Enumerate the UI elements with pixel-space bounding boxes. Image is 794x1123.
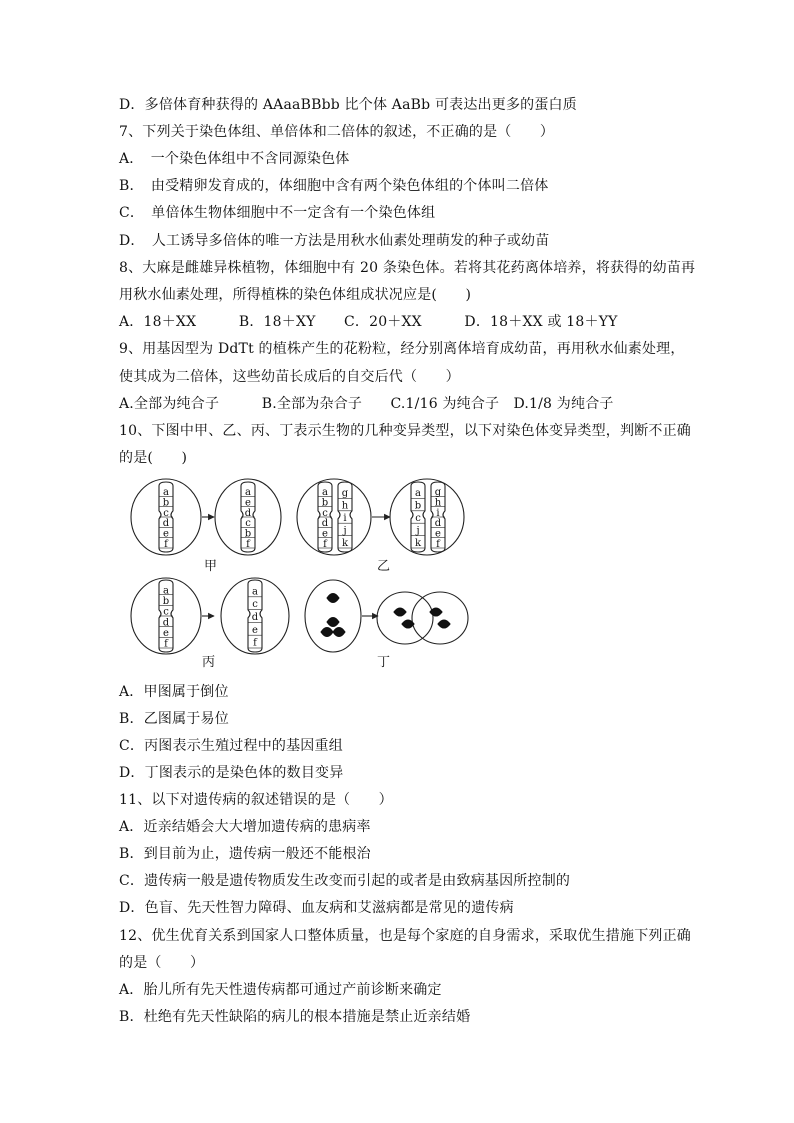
yi-cell-before: [297, 479, 371, 555]
q10-stem-line2: 的是( ): [119, 450, 188, 466]
yi-chromosome-b-after-gene-g: g: [434, 487, 442, 499]
q10-option-a: A．甲图属于倒位: [119, 684, 229, 700]
q8-options: A．18＋XX B．18＋XY C．20＋XX D．18＋XX 或 18＋YY: [119, 314, 618, 330]
q10-option-d: D．丁图表示的是染色体的数目变异: [119, 765, 344, 781]
yi-chromosome-b-after-gene-h: h: [434, 497, 442, 509]
q7-option-b: B． 由受精卵发育成的，体细胞中含有两个染色体组的个体叫二倍体: [119, 178, 549, 194]
jia-chromosome-after-gene-b: b: [244, 528, 252, 540]
q7-option-d: D． 人工诱导多倍体的唯一方法是用秋水仙素处理萌发的种子或幼苗: [119, 233, 550, 249]
bing-chromosome-before-gene-e: e: [163, 628, 169, 639]
ding-daughter-cell-right: [412, 592, 468, 644]
q9-stem-line2: 使其成为二倍体，这些幼苗长成后的自交后代（ ）: [119, 369, 460, 385]
yi-chromosome-a-before-gene-e: e: [322, 528, 328, 540]
yi-chromosome-a-after-gene-c: c: [415, 513, 421, 524]
q10-option-c: C．丙图表示生殖过程中的基因重组: [119, 738, 343, 754]
ding-daughter-chromosome-3: [438, 620, 450, 628]
q12-option-b: B．杜绝有先天性缺陷的病儿的根本措施是禁止近亲结婚: [119, 1009, 471, 1025]
bing-chromosome-after-gene-d: d: [251, 612, 259, 623]
yi-chromosome-b-after-gene-i: i: [436, 507, 440, 519]
bing-chromosome-after-gene-c: c: [252, 599, 258, 611]
yi-chromosome-a-before-gene-b: b: [321, 497, 329, 509]
yi-chromosome-a-before-gene-d: d: [321, 518, 329, 530]
jia-chromosome-before-gene-f: f: [164, 538, 168, 550]
q10-option-b: B．乙图属于易位: [119, 711, 229, 727]
bing-chromosome-before-gene-b: b: [162, 596, 170, 607]
yi-chromosome-a-after-gene-a: a: [415, 488, 421, 500]
yi-chromosome-a-after-gene-k: k: [414, 537, 422, 549]
yi-chromosome-b-before-gene-g: g: [341, 488, 349, 500]
figure-label-yi: 乙: [377, 559, 391, 574]
q11-option-b: B．到目前为止，遗传病一般还不能根治: [119, 846, 371, 862]
q9-options: A.全部为纯合子 B.全部为杂合子 C.1/16 为纯合子 D.1/8 为纯合子: [119, 396, 614, 412]
figure-label-bing: 丙: [202, 655, 216, 670]
jia-chromosome-after-gene-d: d: [244, 507, 252, 519]
jia-chromosome-before-gene-e: e: [163, 528, 169, 540]
jia-chromosome-after-gene-c: c: [245, 518, 251, 530]
yi-chromosome-a-after-gene-j: j: [416, 525, 420, 537]
yi-chromosome-b-before-gene-k: k: [341, 537, 349, 549]
bing-chromosome-before-gene-a: a: [163, 585, 169, 597]
ding-daughter-chromosome-0: [394, 608, 406, 616]
jia-chromosome-before-gene-b: b: [162, 497, 170, 509]
yi-chromosome-a-before-gene-c: c: [322, 507, 328, 519]
bing-chromosome-after-gene-a: a: [252, 586, 258, 598]
ding-chromosome-blob-3: [333, 628, 345, 637]
bing-chromosome-before-gene-c: c: [163, 606, 169, 618]
figure-label-ding: 丁: [377, 655, 391, 670]
yi-chromosome-b-before-gene-h: h: [341, 500, 349, 512]
q8-stem-line1: 8、大麻是雌雄异株植物，体细胞中有 20 条染色体。若将其花药离体培养，将获得的幼苗再: [119, 260, 696, 276]
q7-stem: 7、下列关于染色体组、单倍体和二倍体的叙述，不正确的是（ ）: [119, 124, 555, 140]
bing-chromosome-after-gene-e: e: [252, 624, 258, 636]
bing-chromosome-before-gene-d: d: [162, 617, 170, 629]
q11-option-a: A．近亲结婚会大大增加遗传病的患病率: [119, 819, 371, 835]
q12-stem-line2: 的是（ ）: [119, 955, 205, 971]
q9-stem-line1: 9、用基因型为 DdTt 的植株产生的花粉粒，经分别离体培育成幼苗，再用秋水仙素处理，: [119, 341, 685, 357]
q12-option-a: A．胎儿所有先天性遗传病都可通过产前诊断来确定: [119, 982, 442, 998]
q11-stem: 11、以下对遗传病的叙述错误的是（ ）: [119, 792, 393, 808]
yi-cell-after: [390, 479, 464, 555]
jia-chromosome-before-gene-a: a: [163, 487, 169, 499]
q11-option-d: D．色盲、先天性智力障碍、血友病和艾滋病都是常见的遗传病: [119, 900, 514, 916]
q12-stem-line1: 12、优生优育关系到国家人口整体质量，也是每个家庭的自身需求，采取优生措施下列正确: [119, 928, 692, 944]
q10-stem-line1: 10、下图中甲、乙、丙、丁表示生物的几种变异类型，以下对染色体变异类型，判断不正确: [119, 423, 692, 439]
jia-chromosome-before-gene-d: d: [162, 518, 170, 530]
yi-chromosome-b-after-gene-e: e: [435, 528, 441, 540]
figure-label-jia: 甲: [204, 559, 218, 574]
yi-chromosome-b-before-gene-i: i: [343, 513, 347, 524]
jia-chromosome-after-gene-f: f: [246, 538, 250, 550]
bing-chromosome-before-gene-f: f: [164, 638, 168, 650]
yi-chromosome-a-before-gene-f: f: [323, 538, 327, 550]
bing-chromosome-after-gene-f: f: [253, 637, 257, 649]
yi-chromosome-a-after-gene-b: b: [414, 500, 422, 512]
ding-cell-before: [305, 580, 361, 652]
ding-chromosome-blob-2: [321, 628, 333, 637]
q11-option-c: C．遗传病一般是遗传物质发生改变而引起的或者是由致病基因所控制的: [119, 873, 571, 889]
yi-chromosome-b-after-gene-f: f: [436, 538, 440, 550]
q7-option-c: C． 单倍体生物体细胞中不一定含有一个染色体组: [119, 205, 436, 221]
q6-option-d: D．多倍体育种获得的 AAaaBBbb 比个体 AaBb 可表达出更多的蛋白质: [119, 97, 577, 113]
q8-stem-line2: 用秋水仙素处理，所得植株的染色体组成状况应是( ): [119, 287, 472, 303]
yi-chromosome-a-before-gene-a: a: [322, 487, 328, 499]
jia-chromosome-after-gene-e: e: [245, 497, 251, 509]
jia-chromosome-before-gene-c: c: [163, 507, 169, 519]
ding-chromosome-blob-0: [327, 594, 339, 603]
yi-chromosome-b-before-gene-j: j: [343, 525, 347, 537]
ding-chromosome-blob-1: [327, 618, 339, 627]
q7-option-a: A． 一个染色体组中不含同源染色体: [119, 151, 350, 167]
ding-daughter-cell-left: [377, 592, 433, 644]
jia-chromosome-after-gene-a: a: [245, 487, 251, 499]
yi-chromosome-b-after-gene-d: d: [434, 518, 442, 530]
